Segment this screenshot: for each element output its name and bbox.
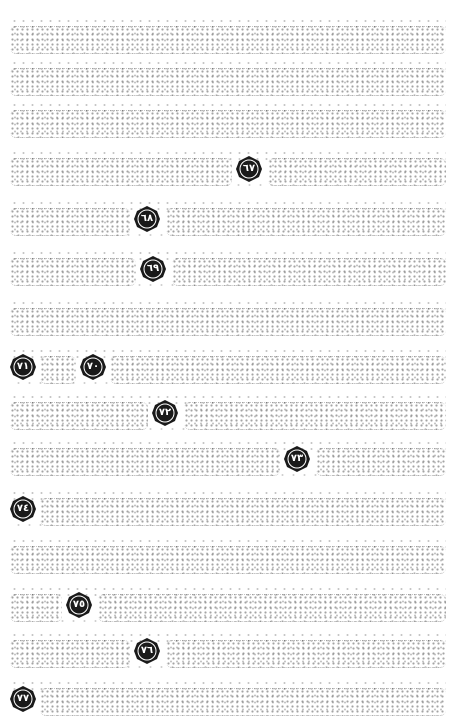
- verse-marker-67: ٦٧: [236, 156, 262, 182]
- text-line-10: [10, 440, 446, 480]
- verse-marker-72: ٧٢: [152, 400, 178, 426]
- verse-marker-77: ٧٧: [10, 686, 36, 712]
- text-line-8: [10, 348, 446, 388]
- verse-marker-76: ٧٦: [134, 638, 160, 664]
- text-line-14: [10, 632, 446, 672]
- text-line-13: [10, 586, 446, 626]
- verse-marker-69: ٦٩: [140, 256, 166, 282]
- text-line-3: [10, 102, 446, 142]
- text-line-4: [10, 150, 446, 190]
- verse-marker-73: ٧٣: [284, 446, 310, 472]
- verse-marker-75: ٧٥: [66, 592, 92, 618]
- text-line-15: [10, 680, 446, 720]
- text-line-5: [10, 200, 446, 240]
- text-line-2: [10, 60, 446, 100]
- text-line-6: [10, 250, 446, 290]
- verse-marker-70: ٧٠: [80, 354, 106, 380]
- text-line-1: [10, 18, 446, 58]
- text-line-12: [10, 538, 446, 578]
- text-line-11: [10, 490, 446, 530]
- text-line-7: [10, 300, 446, 340]
- text-line-9: [10, 394, 446, 434]
- verse-marker-74: ٧٤: [10, 496, 36, 522]
- verse-marker-68: ٦٨: [134, 206, 160, 232]
- verse-marker-71: ٧١: [10, 354, 36, 380]
